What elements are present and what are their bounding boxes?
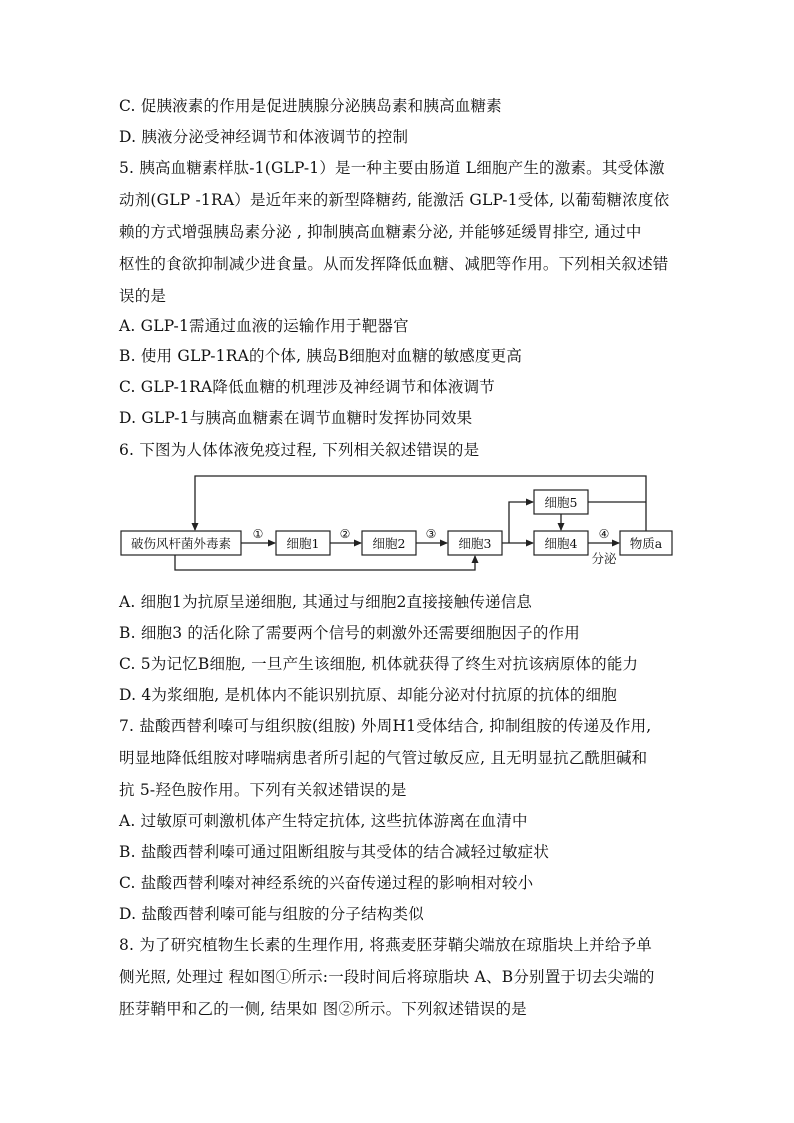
cell4-label: 细胞4 bbox=[544, 536, 578, 551]
diagram-svg bbox=[117, 470, 675, 580]
arrow-cell3-to-cell5 bbox=[509, 502, 533, 543]
q5-option-b: B. 使用 GLP-1RA的个体, 胰岛B细胞对血糖的敏感度更高 bbox=[119, 347, 523, 365]
arrow-antigen-to-cell3 bbox=[175, 555, 475, 570]
q7-option-a: A. 过敏原可刺激机体产生特定抗体, 这些抗体游离在血清中 bbox=[119, 812, 528, 830]
q6-option-b: B. 细胞3 的活化除了需要两个信号的刺激外还需要细胞因子的作用 bbox=[119, 624, 580, 642]
q5-option-c: C. GLP-1RA降低血糖的机理涉及神经调节和体液调节 bbox=[119, 378, 495, 396]
q5-stem-line-5: 误的是 bbox=[119, 287, 167, 305]
substance-a-label: 物质a bbox=[629, 536, 663, 551]
q6-option-a: A. 细胞1为抗原呈递细胞, 其通过与细胞2直接接触传递信息 bbox=[119, 593, 533, 611]
q5-stem-line-2: 动剂(GLP -1RA）是近年来的新型降糖药, 能激活 GLP-1受体, 以葡萄糖浓度依 bbox=[119, 191, 670, 209]
step-4-label: ④ bbox=[598, 527, 610, 541]
q7-option-c: C. 盐酸西替利嗪对神经系统的兴奋传递过程的影响相对较小 bbox=[119, 874, 534, 892]
q7-stem-line-2: 明显地降低组胺对哮喘病患者所引起的气管过敏反应, 且无明显抗乙酰胆碱和 bbox=[119, 749, 648, 767]
step-2-label: ② bbox=[339, 527, 351, 541]
q8-stem-line-3: 胚芽鞘甲和乙的一侧, 结果如 图②所示。下列叙述错误的是 bbox=[119, 1000, 527, 1018]
step-1-label: ① bbox=[252, 527, 264, 541]
antigen-label: 破伤风杆菌外毒素 bbox=[130, 536, 232, 551]
q7-stem-line-1: 7. 盐酸西替利嗪可与组织胺(组胺) 外周H1受体结合, 抑制组胺的传递及作用, bbox=[119, 717, 652, 735]
q5-stem-line-4: 枢性的食欲抑制减少进食量。从而发挥降低血糖、减肥等作用。下列相关叙述错 bbox=[119, 255, 669, 273]
cell1-label: 细胞1 bbox=[286, 536, 320, 551]
cell5-label: 细胞5 bbox=[544, 495, 578, 510]
q8-stem-line-2: 侧光照, 处理过 程如图①所示:一段时间后将琼脂块 A、B分别置于切去尖端的 bbox=[119, 968, 655, 986]
q6-option-d: D. 4为浆细胞, 是机体内不能识别抗原、却能分泌对付抗原的抗体的细胞 bbox=[119, 686, 617, 704]
q4-option-c: C. 促胰液素的作用是促进胰腺分泌胰岛素和胰高血糖素 bbox=[119, 97, 502, 115]
q6-option-c: C. 5为记忆B细胞, 一旦产生该细胞, 机体就获得了终生对抗该病原体的能力 bbox=[119, 655, 639, 673]
cell3-label: 细胞3 bbox=[458, 536, 492, 551]
cell2-label: 细胞2 bbox=[372, 536, 406, 551]
q8-stem-line-1: 8. 为了研究植物生长素的生理作用, 将燕麦胚芽鞘尖端放在琼脂块上并给予单 bbox=[119, 936, 652, 954]
q4-option-d: D. 胰液分泌受神经调节和体液调节的控制 bbox=[119, 128, 409, 146]
secrete-label: 分泌 bbox=[591, 551, 617, 566]
q5-stem-line-1: 5. 胰高血糖素样肽-1(GLP-1）是一种主要由肠道 L细胞产生的激素。其受体激 bbox=[119, 159, 665, 177]
q7-option-d: D. 盐酸西替利嗪可能与组胺的分子结构类似 bbox=[119, 905, 424, 923]
q5-stem-line-3: 赖的方式增强胰岛素分泌 , 抑制胰高血糖素分泌, 并能够延缓胃排空, 通过中 bbox=[119, 223, 642, 241]
q5-option-d: D. GLP-1与胰高血糖素在调节血糖时发挥协同效果 bbox=[119, 409, 473, 427]
q7-stem-line-3: 抗 5-羟色胺作用。下列有关叙述错误的是 bbox=[119, 781, 407, 799]
q7-option-b: B. 盐酸西替利嗪可通过阻断组胺与其受体的结合减轻过敏症状 bbox=[119, 843, 550, 861]
q6-stem: 6. 下图为人体体液免疫过程, 下列相关叙述错误的是 bbox=[119, 441, 480, 459]
humoral-immunity-diagram bbox=[117, 470, 675, 580]
q5-option-a: A. GLP-1需通过血液的运输作用于靶器官 bbox=[119, 317, 409, 335]
step-3-label: ③ bbox=[425, 527, 437, 541]
